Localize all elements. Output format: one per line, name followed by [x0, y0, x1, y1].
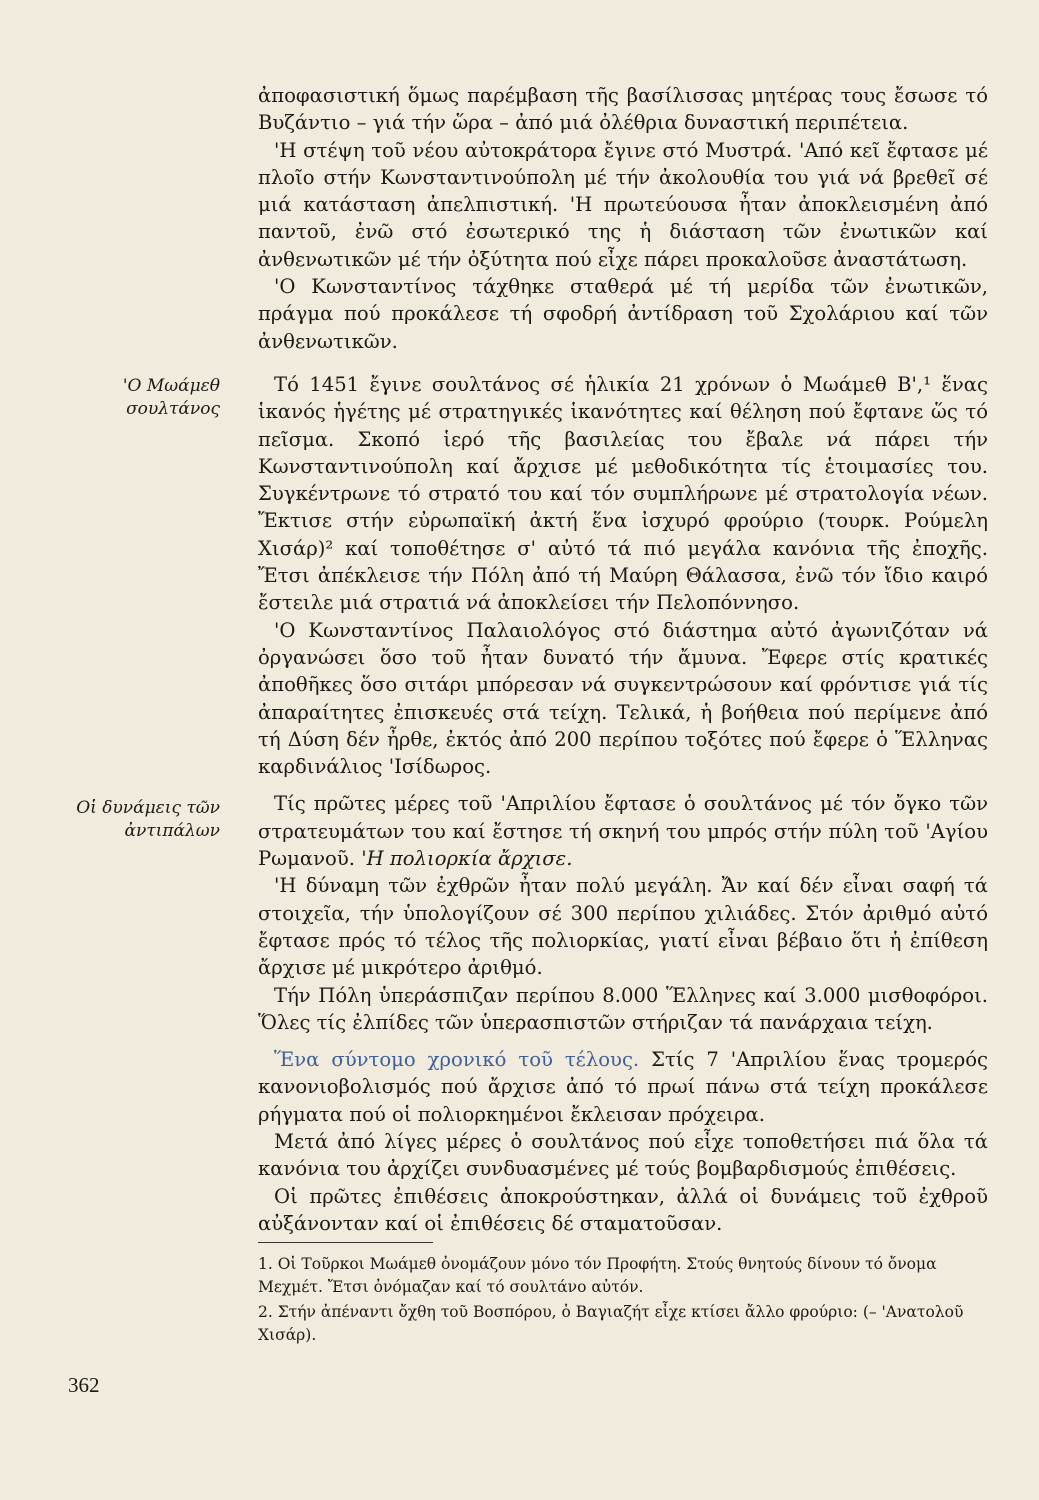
italic-sentence: 'Η πολιορκία ἄρχισε. — [361, 847, 573, 871]
margin-note-sultan — [40, 375, 220, 421]
paragraph — [258, 790, 988, 872]
main-text-column — [258, 82, 988, 1237]
footnotes — [258, 1253, 988, 1349]
paragraph: Τό 1451 ἔγινε σουλτάνος σέ ἡλικία 21 χρόνων ὁ Μωάμεθ Β',¹ ἕνας ἱκανός ἡγέτης μέ στρατηγικές ἱκανότητες καί θέληση πού ἔφτανε ὥς τό πεῖσμα. Σκοπό ἱερό τῆς βασιλείας του ἔβαλε νά πάρει τήν Κωνσταντινούπολη καί ἄρχισε μέ μεθοδικότητα τίς ἑτοιμασίες του. Συγκέντρωνε τό στρατό του καί τόν συμπλήρωνε μέ στρατολογία νέων. Ἔκτισε στήν εὐρωπαϊκή ἀκτή ἕνα ἰσχυρό φρούριο (τουρκ. Ρούμελη Χισάρ)² καί τοποθέτησε σ' αὐτό τά πιό μεγάλα κανόνια τῆς ἐποχῆς. Ἔτσι ἀπέκλεισε τήν Πόλη ἀπό τή Μαύρη Θάλασσα, ἐνῶ τόν ἴδιο καιρό ἔστειλε μιά στρατιά νά ἀποκλείσει τήν Πελοπόννησο. — [258, 372, 988, 615]
paragraph: 'Η δύναμη τῶν ἐχθρῶν ἦταν πολύ μεγάλη. Ἄν καί δέν εἶναι σαφή τά στοιχεῖα, τήν ὑπολογίζουν σέ 300 περίπου χιλιάδες. Στόν ἀριθμό αὐτό ἔφτασε πρός τό τέλος τῆς πολιορκίας, γιατί εἶναι βέβαιο ὅτι ἡ ἐπίθεση ἄρχισε μέ μικρότερο ἀριθμό. — [258, 874, 988, 980]
section-heading: Ἕνα σύντομο χρονικό τοῦ τέλους. — [274, 1048, 640, 1072]
paragraph: 'Ο Κωνσταντίνος Παλαιολόγος στό διάστημα αὐτό ἀγωνιζόταν νά ὀργανώσει ὅσο τοῦ ἦταν δυνατό τήν ἄμυνα. Ἔφερε στίς κρατικές ἀποθῆκες ὅσο σιτάρι μπόρεσαν νά συγκεντρώσουν καί φρόντισε γιά τίς ἀπαραίτητες ἐπισκευές στά τείχη. Τελικά, ἡ βοήθεια πού περίμενε ἀπό τή Δύση δέν ἦρθε, ἐκτός ἀπό 200 περίπου τοξότες πού ἔφερε ὁ Ἕλληνας καρδινάλιος 'Ισίδωρος. — [258, 618, 988, 779]
paragraph: ἀποφασιστική ὅμως παρέμβαση τῆς βασίλισσας μητέρας τους ἔσωσε τό Βυζάντιο – γιά τήν ὥρα – ἀπό μιά ὀλέθρια δυναστική περιπέτεια. — [258, 84, 988, 135]
paragraph-text: Στίς 7 'Απριλίου ἕνας τρομερός κανονιοβολισμός πού ἄρχισε ἀπό τό πρωί πάνω στά τείχη προκάλεσε ρήγματα πού οἱ πολιορκημένοι ἔκλεισαν πρόχειρα. — [258, 1048, 988, 1126]
paragraph: 'Ο Κωνσταντίνος τάχθηκε σταθερά μέ τή μερίδα τῶν ἐνωτικῶν, πράγμα πού προκάλεσε τή σφοδρή ἀντίδραση τοῦ Σχολάριου καί τῶν ἀνθενωτικῶν. — [258, 275, 988, 353]
margin-note-line: σουλτάνος — [126, 399, 220, 419]
paragraph: Τήν Πόλη ὑπεράσπιζαν περίπου 8.000 Ἕλληνες καί 3.000 μισθοφόροι. Ὅλες τίς ἐλπίδες τῶν ὑπερασπιστῶν στήριζαν τά πανάρχαια τείχη. — [258, 983, 988, 1034]
paragraph: Μετά ἀπό λίγες μέρες ὁ σουλτάνος πού εἶχε τοποθετήσει πιά ὅλα τά κανόνια του ἀρχίζει συνδυασμένες μέ τούς βομβαρδισμούς ἐπιθέσεις. — [258, 1129, 988, 1181]
paragraph: Οἱ πρῶτες ἐπιθέσεις ἀποκρούστηκαν, ἀλλά οἱ δυνάμεις τοῦ ἐχθροῦ αὐξάνονταν καί οἱ ἐπιθέσεις δέ σταματοῦσαν. — [258, 1184, 988, 1235]
paragraph — [258, 1046, 988, 1128]
footnote: 1. Οἱ Τοῦρκοι Μωάμεθ ὀνομάζουν μόνο τόν Προφήτη. Στούς θνητούς δίνουν τό ὄνομα Μεχμέτ. Ἔτσι ὀνόμαζαν καί τό σουλτάνο αὐτόν. — [258, 1255, 937, 1296]
footnote-divider — [258, 1242, 433, 1243]
margin-note-line: 'Ο Μωάμεθ — [122, 376, 220, 396]
margin-note-forces — [40, 797, 220, 843]
footnote: 2. Στήν ἀπέναντι ὄχθη τοῦ Βοσπόρου, ὁ Βαγιαζήτ εἶχε κτίσει ἄλλο φρούριο: (– 'Ανατολοῦ Χισάρ). — [258, 1303, 964, 1344]
margin-note-line: ἀντιπάλων — [124, 821, 220, 841]
paragraph-text: Τίς πρῶτες μέρες τοῦ 'Απριλίου ἔφτασε ὁ σουλτάνος μέ τόν ὄγκο τῶν στρατευμάτων του καί ἔστησε τή σκηνή του μπρός στήν πύλη τοῦ 'Αγίου Ρωμανοῦ. — [258, 792, 988, 871]
margin-note-line: Οἱ δυνάμεις τῶν — [76, 798, 220, 818]
page-number: 362 — [68, 1373, 100, 1397]
paragraph: 'Η στέψη τοῦ νέου αὐτοκράτορα ἔγινε στό Μυστρά. 'Από κεῖ ἔφτασε μέ πλοῖο στήν Κωνσταντινούπολη μέ τήν ἀκολουθία του γιά νά βρεθεῖ σέ μιά κατάσταση ἀπελπιστική. 'Η πρωτεύουσα ἦταν ἀποκλεισμένη ἀπό παντοῦ, ἐνῶ στό ἐσωτερικό της ἡ διάσταση τῶν ἐνωτικῶν καί ἀνθενωτικῶν μέ τήν ὀξύτητα πού εἶχε πάρει προκαλοῦσε ἀναστάτωση. — [258, 138, 988, 271]
